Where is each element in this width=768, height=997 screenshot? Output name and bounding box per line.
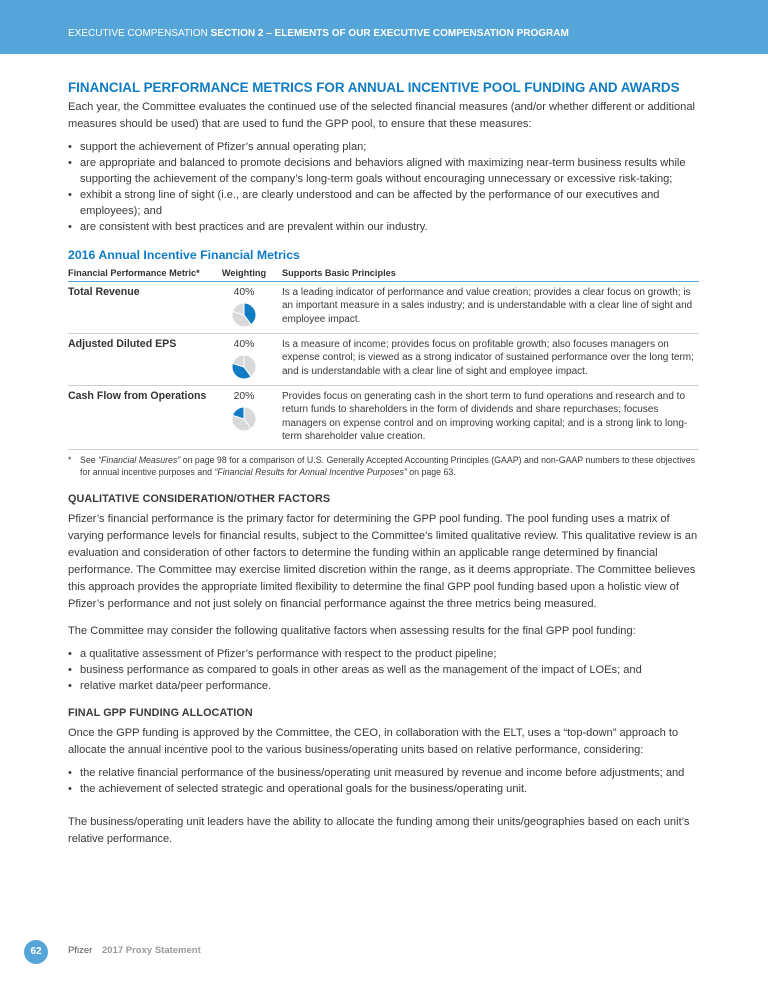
qualitative-paragraph: Pfizer’s financial performance is the primary factor for determining the GPP pool funding. The pool funding uses a matrix of varying performance levels for financial results, subject to the Committee’s limited qualitative review. This qualitative review is an evaluation and consideration of other factors to determine the funding within an applicable range determined by financial performance. The Committee may exercise limited discretion within the range, as it deems appropriate. The Committee believes this approach provides the appropriate limited flexibility to determine the final GPP pool funding based upon a holistic view of Pfizer’s performance and not just solely on financial performance against the three metrics being measured. <box>68 512 698 610</box>
list-item: • relative market data/peer performance. <box>68 678 700 694</box>
footer-brand: Pfizer <box>68 945 93 956</box>
weighting-cell <box>214 386 274 450</box>
footnote-text: on page 63. <box>406 466 456 477</box>
column-header-weighting: Weighting <box>214 268 274 282</box>
table-row <box>68 282 699 334</box>
metric-name: Total Revenue <box>68 282 214 334</box>
weighting-value: 40% <box>233 339 255 350</box>
page-content <box>68 80 700 848</box>
metrics-table-title: 2016 Annual Incentive Financial Metrics <box>68 248 300 262</box>
allocation-closing-paragraph: The business/operating unit leaders have the ability to allocate the funding among their units/geographies based on each unit’s relative performance. <box>68 815 690 845</box>
breadcrumb <box>68 28 569 39</box>
metric-name: Cash Flow from Operations <box>68 386 214 450</box>
footnote-reference-link[interactable]: “Financial Measures” <box>98 454 181 465</box>
weighting-cell <box>214 282 274 334</box>
weighting-pie-icon <box>231 406 257 432</box>
weighting-pie-icon <box>231 302 257 328</box>
table-row <box>68 334 699 386</box>
qualitative-intro-paragraph: The Committee may consider the following qualitative factors when assessing results for the final GPP pool funding: <box>68 624 636 637</box>
metric-description: Is a measure of income; provides focus on profitable growth; also focuses managers on expense control; is viewed as a strong indicator of sustained performance over the long term; and is understandable with a clear line of sight and employee impact. <box>274 334 699 386</box>
table-row <box>68 386 699 450</box>
footnote-reference-link[interactable]: “Financial Results for Annual Incentive Purposes” <box>214 466 407 477</box>
list-item: • business performance as compared to goals in other areas as well as the management of the impact of LOEs; and <box>68 662 700 678</box>
footnote-text: See <box>80 454 99 465</box>
metric-description: Provides focus on generating cash in the short term to fund operations and research and to return funds to shareholders in the form of dividends and share repurchases; focuses managers on expense control and on improving working capital; and is a strong link to long-term shareholder value creation. <box>274 386 699 450</box>
intro-paragraph: Each year, the Committee evaluates the continued use of the selected financial measures (and/or whether different or additional measures should be used) that are used to fund the GPP pool, to ensure that these measures: <box>68 101 695 130</box>
list-item: • a qualitative assessment of Pfizer’s performance with respect to the product pipeline; <box>68 646 700 662</box>
qualitative-bullet-list <box>68 646 700 694</box>
list-item: • support the achievement of Pfizer’s annual operating plan; <box>68 139 700 155</box>
weighting-value: 40% <box>233 287 255 298</box>
section-header-bar <box>0 0 768 54</box>
list-item: • the achievement of selected strategic and operational goals for the business/operating unit. <box>68 781 700 797</box>
footer-document-title: 2017 Proxy Statement <box>102 945 201 956</box>
footnote-marker: * <box>68 454 72 465</box>
column-header-metric: Financial Performance Metric* <box>68 268 214 282</box>
table-header-row <box>68 268 699 282</box>
list-item: • are consistent with best practices and are prevalent within our industry. <box>68 219 700 235</box>
weighting-value: 20% <box>233 391 255 402</box>
breadcrumb-section-label: EXECUTIVE COMPENSATION <box>68 28 208 39</box>
page-title: FINANCIAL PERFORMANCE METRICS FOR ANNUAL INCENTIVE POOL FUNDING AND AWARDS <box>68 80 680 95</box>
intro-bullet-list <box>68 139 700 235</box>
weighting-cell <box>214 334 274 386</box>
column-header-principles: Supports Basic Principles <box>274 268 699 282</box>
page-number-badge: 62 <box>24 940 48 964</box>
list-item: • are appropriate and balanced to promote decisions and behaviors aligned with maximizing near-term business results while supporting the achievement of the company’s long-term goals without encouraging unnecessary or excessive risk-taking; <box>68 155 700 187</box>
list-item: • the relative financial performance of the business/operating unit measured by revenue and income before adjustments; and <box>68 765 700 781</box>
allocation-bullet-list <box>68 765 700 797</box>
allocation-heading: FINAL GPP FUNDING ALLOCATION <box>68 706 253 719</box>
list-item: • exhibit a strong line of sight (i.e., are clearly understood and can be affected by the performance of our executives and employees); and <box>68 187 700 219</box>
breadcrumb-section-title: SECTION 2 – ELEMENTS OF OUR EXECUTIVE COMPENSATION PROGRAM <box>210 28 569 39</box>
footnote-text: on page 98 for a comparison of U.S. Generally Accepted Accounting Principles (GAAP) and non-GAAP numbers to these objectives for annual incentive purposes and <box>80 454 695 477</box>
weighting-pie-icon <box>231 354 257 380</box>
metric-name: Adjusted Diluted EPS <box>68 334 214 386</box>
allocation-paragraph: Once the GPP funding is approved by the Committee, the CEO, in collaboration with the ELT, uses a “top-down” approach to allocate the annual incentive pool to the various business/operating units based on relative performance, considering: <box>68 726 679 756</box>
qualitative-heading: QUALITATIVE CONSIDERATION/OTHER FACTORS <box>68 492 331 505</box>
table-footnote <box>68 454 700 478</box>
metric-description: Is a leading indicator of performance and value creation; provides a clear focus on growth; is an important measure in a sales industry; and is understandable with a clear line of sight and employee impact. <box>274 282 699 334</box>
metrics-table <box>68 268 699 450</box>
